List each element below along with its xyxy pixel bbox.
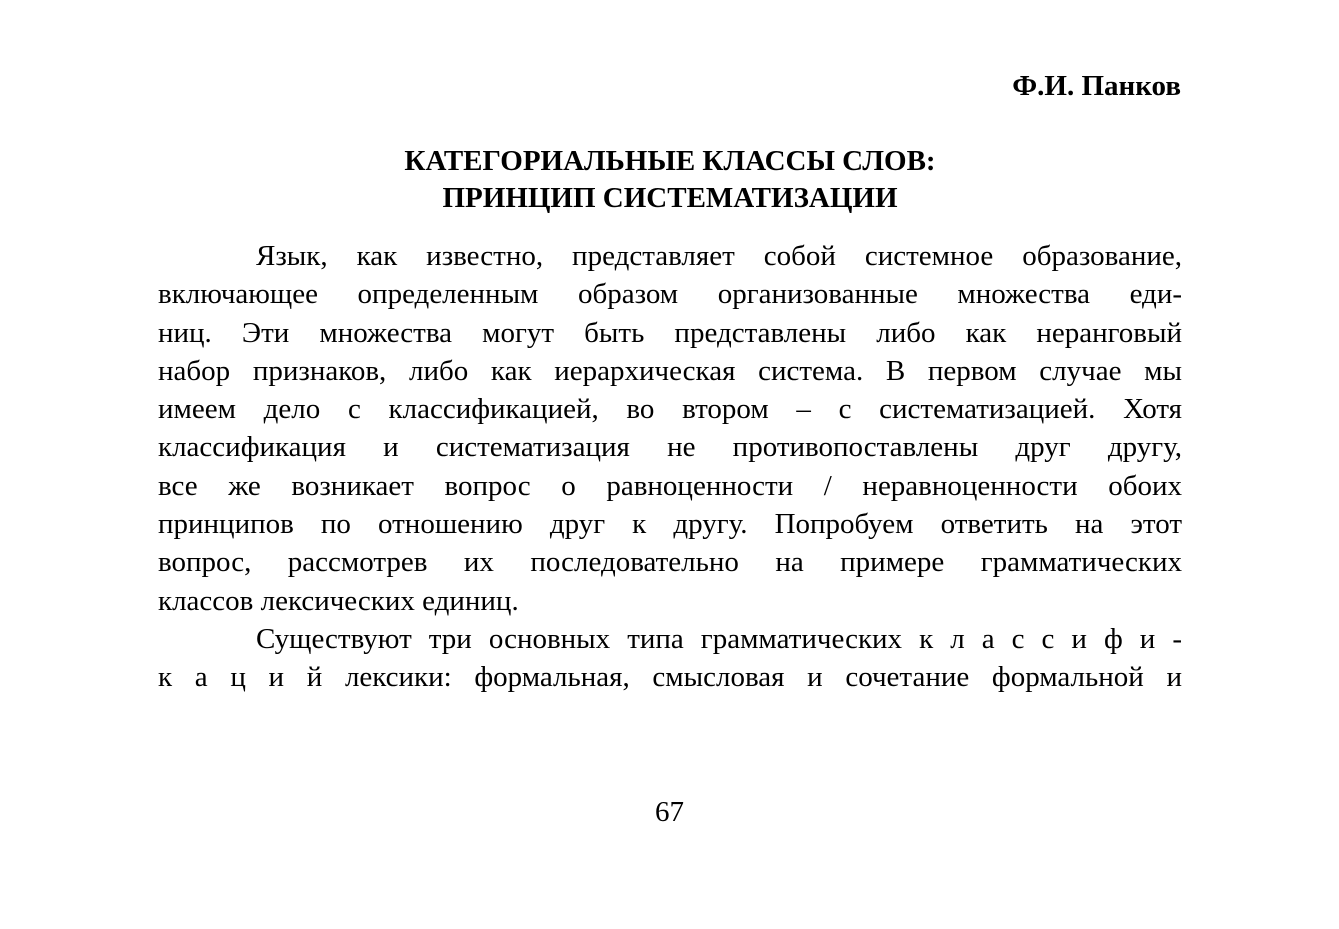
text-line: Язык, как известно, представляет собой системное образование, — [256, 240, 1182, 272]
title-line-2: ПРИНЦИП СИСТЕМАТИЗАЦИИ — [442, 182, 898, 214]
article-body — [158, 237, 1182, 697]
text-line: к а ц и й лексики: формальная, смысловая и сочетание формальной и — [158, 661, 1182, 694]
page-number: 67 — [655, 796, 684, 828]
text-line: принципов по отношению друг к другу. Попробуем ответить на этот — [158, 508, 1182, 541]
article-title — [158, 143, 1182, 217]
title-line-1: КАТЕГОРИАЛЬНЫЕ КЛАССЫ СЛОВ: — [404, 145, 936, 177]
author-name: Ф.И. Панков — [1012, 70, 1181, 102]
text-line: все же возникает вопрос о равноценности / неравноценности обоих — [158, 469, 1182, 502]
paragraph-1 — [158, 237, 1182, 620]
text-line: ниц. Эти множества могут быть представлены либо как неранговый — [158, 316, 1182, 349]
text-line: включающее определенным образом организованные множества еди- — [158, 278, 1182, 311]
text-line: набор признаков, либо как иерархическая система. В первом случае мы — [158, 354, 1182, 387]
text-line: вопрос, рассмотрев их последовательно на примере грамматических — [158, 546, 1182, 579]
text-line: классов лексических единиц. — [158, 584, 519, 617]
text-line: имеем дело с классификацией, во втором – с систематизацией. Хотя — [158, 393, 1182, 426]
paragraph-2 — [158, 620, 1182, 697]
text-line: классификация и систематизация не противопоставлены друг другу, — [158, 431, 1182, 464]
text-line: Существуют три основных типа грамматических к л а с с и ф и - — [256, 622, 1182, 655]
